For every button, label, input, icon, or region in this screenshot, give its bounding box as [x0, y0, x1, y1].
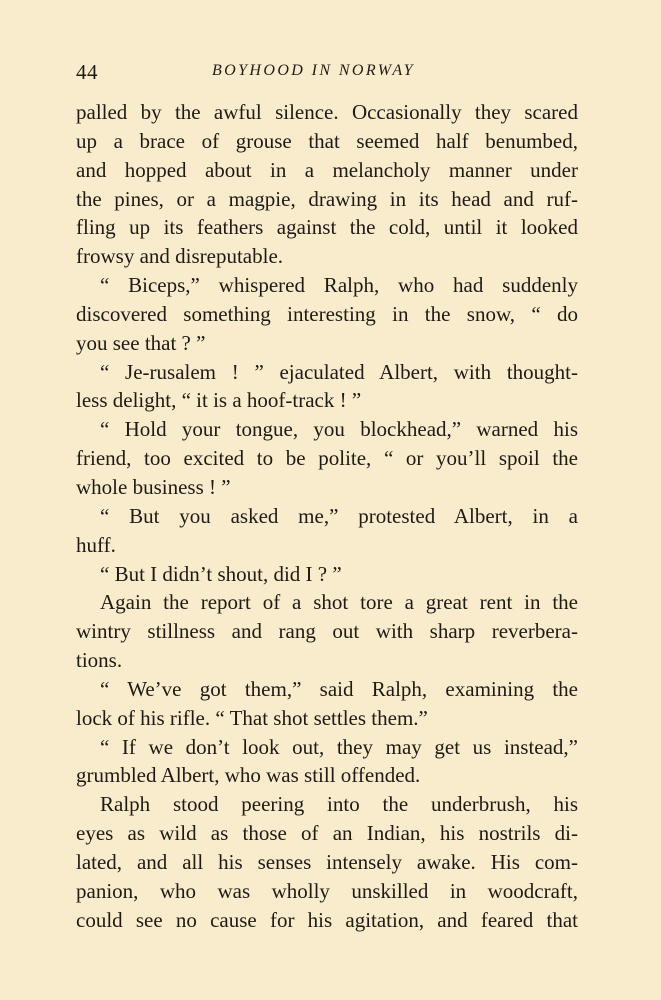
text-line: lated, and all his senses intensely awake. His com-: [76, 849, 578, 874]
text-line: and hopped about in a melancholy manner under: [76, 157, 578, 182]
text-line: palled by the awful silence. Occasionally they scared: [76, 100, 578, 124]
text-line: friend, too excited to be polite, “ or you’ll spoil the: [76, 446, 578, 471]
text-line: whole business ! ”: [76, 474, 231, 499]
text-line: up a brace of grouse that seemed half benumbed,: [76, 128, 578, 153]
text-line: grumbled Albert, who was still offended.: [76, 763, 421, 788]
page-number: 44: [76, 60, 98, 84]
text-line: wintry stillness and rang out with sharp reverbera-: [76, 619, 578, 644]
text-line: the pines, or a magpie, drawing in its head and ruf-: [76, 186, 578, 211]
text-line: panion, who was wholly unskilled in woodcraft,: [76, 878, 578, 903]
body-text: [76, 98, 578, 934]
text-line: huff.: [76, 532, 116, 557]
text-line: Again the report of a shot tore a great rent in the: [100, 590, 578, 615]
text-line: frowsy and disreputable.: [76, 244, 284, 269]
text-line: “ But you asked me,” protested Albert, in a: [100, 503, 578, 528]
text-line: “ We’ve got them,” said Ralph, examining the: [100, 676, 578, 701]
text-line: discovered something interesting in the snow, “ do: [76, 301, 578, 326]
text-line: lock of his rifle. “ That shot settles them.”: [76, 705, 428, 730]
running-head: [76, 60, 578, 86]
running-title: BOYHOOD IN NORWAY: [212, 62, 415, 79]
text-line: “ But I didn’t shout, did I ? ”: [100, 561, 342, 586]
text-line: Ralph stood peering into the underbrush, his: [100, 792, 578, 817]
text-line: fling up its feathers against the cold, until it looked: [76, 215, 578, 240]
text-line: “ If we don’t look out, they may get us instead,”: [100, 734, 578, 759]
text-line: “ Je-rusalem ! ” ejaculated Albert, with thought-: [100, 359, 578, 384]
text-line: “ Biceps,” whispered Ralph, who had suddenly: [100, 273, 578, 298]
text-line: could see no cause for his agitation, and feared that: [76, 907, 578, 932]
text-line: tions.: [76, 648, 123, 673]
text-line: “ Hold your tongue, you blockhead,” warned his: [100, 417, 578, 442]
text-line: less delight, “ it is a hoof-track ! ”: [76, 388, 362, 413]
text-line: you see that ? ”: [76, 330, 206, 355]
text-line: eyes as wild as those of an Indian, his nostrils di-: [76, 821, 578, 846]
